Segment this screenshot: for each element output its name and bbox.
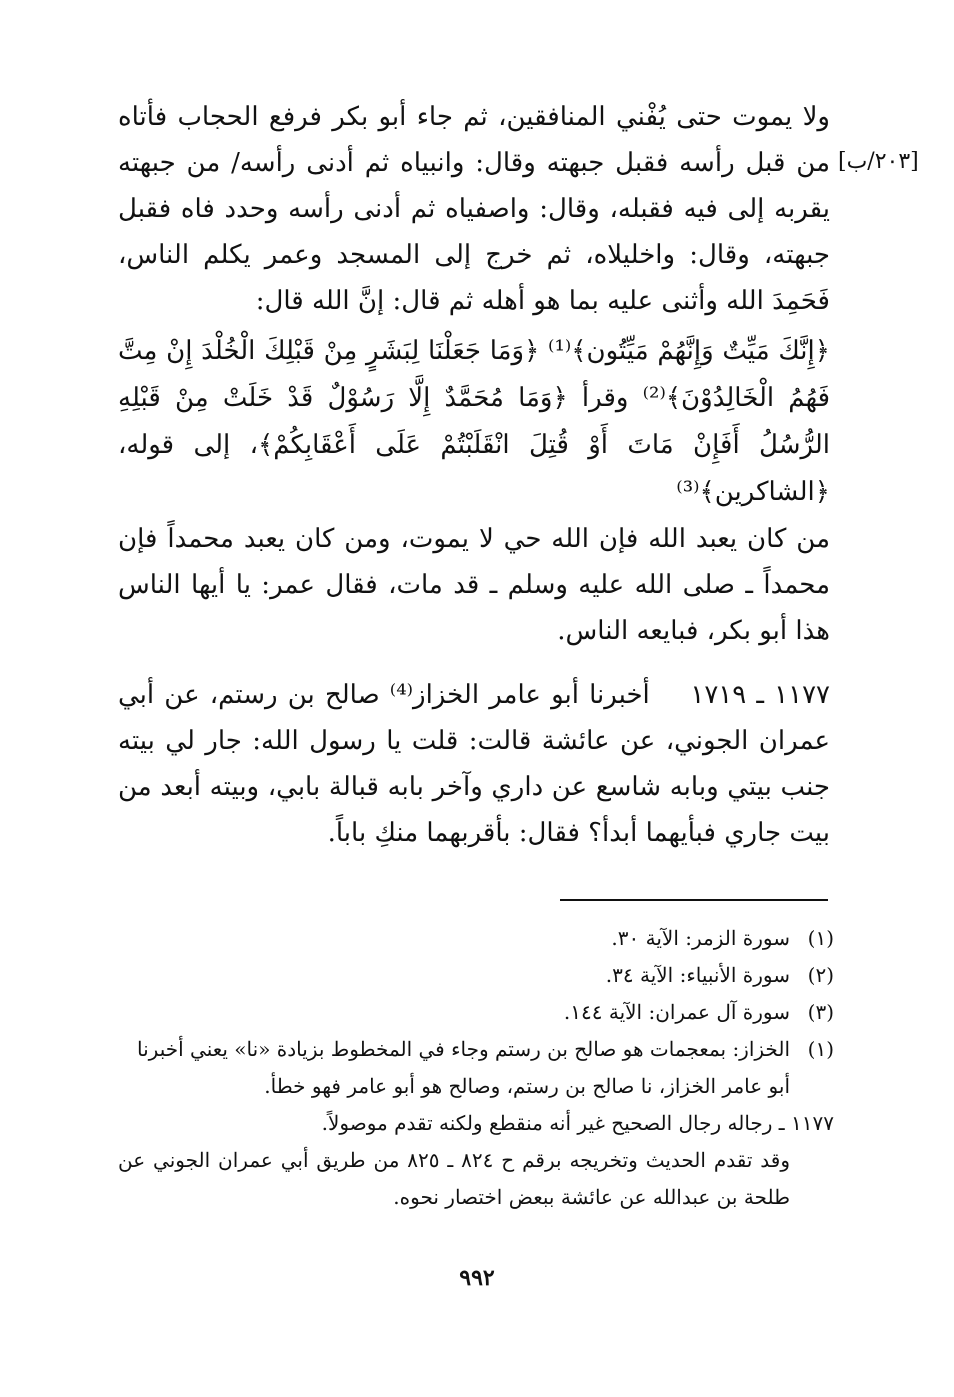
footnote-number: (٣) <box>807 1000 834 1024</box>
footnotes <box>118 920 834 1216</box>
hadith-text: أخبرنا أبو عامر الخزاز⁽⁴⁾ صالح بن رستم، عن أبي عمران الجوني، عن عائشة قالت: قلت يا رسول الله: جار لي بيته جنب بيتي وبابه شاسع عن داري وآخر بابه قبالة بابي، وبيته أبعد من بيت جاري فبأيهما أبدأ؟ فقال: بأقربهما منكِ باباً. <box>118 680 830 848</box>
footnote-item <box>118 957 834 994</box>
hadith-entry <box>118 672 830 856</box>
footnote-number: (١) <box>807 1037 834 1061</box>
manuscript-folio-marker: [٢٠٣/ب] <box>838 149 919 174</box>
paragraph-abu-bakr-speech: من كان يعبد الله فإن الله حي لا يموت، ومن كان يعبد محمداً فإن محمداً ـ صلى الله عليه وسلم ـ قد مات، فقال عمر: يا أيها الناس هذا أبو بكر، فبايعه الناس. <box>118 524 830 646</box>
footnote-text: سورة آل عمران: الآية ١٤٤. <box>563 1000 790 1024</box>
hadith-number: ١١٧٧ ـ ١٧١٩ <box>690 680 831 710</box>
footnote-text: سورة الأنبياء: الآية ٣٤. <box>605 963 790 987</box>
footnote-separator <box>560 899 828 901</box>
footnote-hadith-grading: ١١٧٧ ـ رجاله رجال الصحيح غير أنه منقطع ولكنه تقدم موصولاً. <box>321 1111 834 1135</box>
main-text <box>118 94 830 856</box>
page-number: ٩٩٢ <box>459 1265 495 1291</box>
footnote-item <box>118 920 834 957</box>
paragraph-narration: ولا يموت حتى يُفْني المنافقين، ثم جاء أبو بكر فرفع الحجاب فأتاه من قبل رأسه فقبل جبهته وقال: وانبياه ثم أدنى رأسه/ من جبهته يقربه إلى فيه فقبله، وقال: واصفياه ثم أدنى رأسه وحدد فاه فقبل جبهته، وقال: واخليلاه، ثم خرج إلى المسجد وعمر يكلم الناس، فَحَمِدَ الله وأثنى عليه بما هو أهله ثم قال: إنَّ الله قال: <box>118 102 830 316</box>
footnote-item <box>118 994 834 1031</box>
footnote-continuation: أبو عامر الخزاز، نا صالح بن رستم، وصالح هو أبو عامر فهو خطأ. <box>264 1074 790 1098</box>
footnote-text: الخزاز: بمعجمات هو صالح بن رستم وجاء في المخطوط بزيادة «نا» يعني أخبرنا <box>137 1037 790 1061</box>
footnote-number: (٢) <box>807 963 834 987</box>
footnote-item <box>118 1031 834 1068</box>
footnote-number: (١) <box>807 926 834 950</box>
quran-quotation: ﴿إِنَّكَ مَيِّتٌ وَإِنَّهُمْ مَيِّتُون﴾⁽¹⁾ ﴿وَمَا جَعَلْنَا لِبَشَرٍ مِنْ قَبْلِكَ الْخُلْدَ إِنْ مِتَّ فَهُمُ الْخَالِدُوْنَ﴾⁽²⁾ وقرأ ﴿وَمَا مُحَمَّدٌ إِلَّا رَسُوْلٌ قَدْ خَلَتْ مِنْ قَبْلِهِ الرُّسُلُ أَفَإِنْ مَاتَ أَوْ قُتِلَ انْقَلَبْتُمْ عَلَى أَعْقَابِكُمْ﴾، إلى قوله، ﴿الشاكرين﴾⁽³⁾ <box>118 336 831 507</box>
footnote-hadith-takhrij: وقد تقدم الحديث وتخريجه برقم ح ٨٢٤ ـ ٨٢٥ من طريق أبي عمران الجوني عن طلحة بن عبدالله عن عائشة ببعض اختصار نحوه. <box>118 1148 791 1209</box>
footnote-text: سورة الزمر: الآية ٣٠. <box>611 926 790 950</box>
